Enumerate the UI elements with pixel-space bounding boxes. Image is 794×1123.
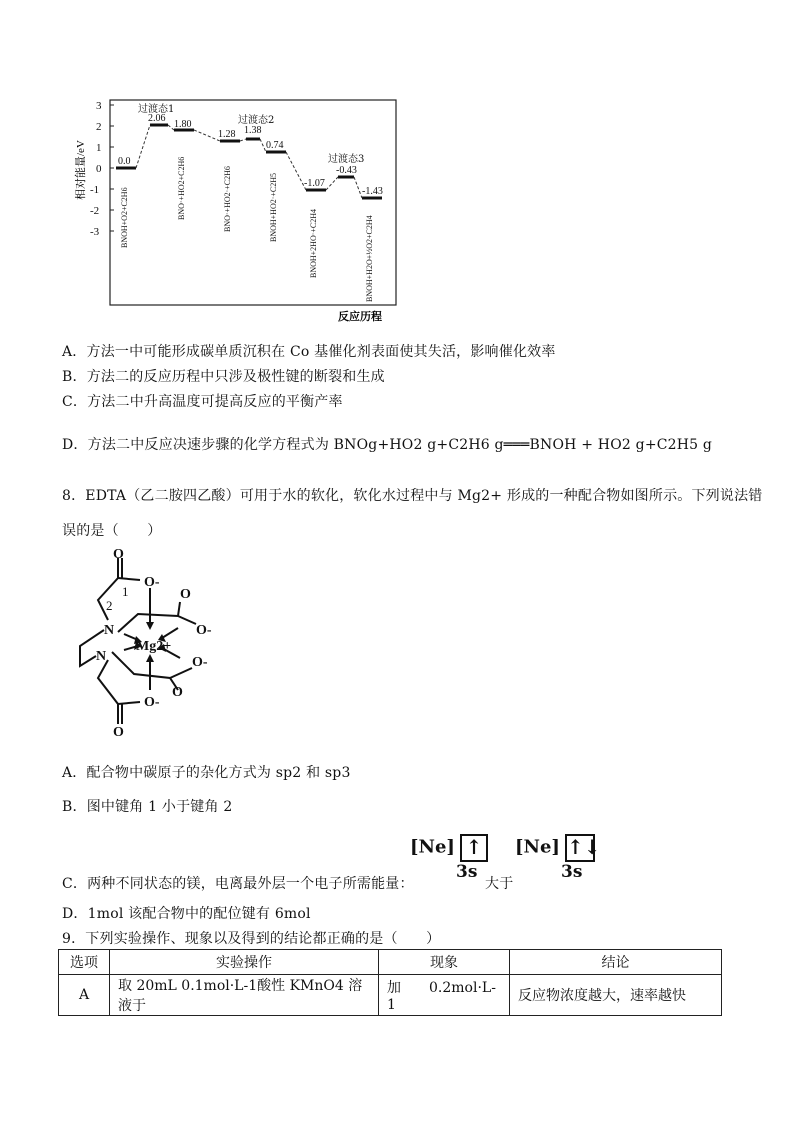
orbital-diagram-1 bbox=[410, 834, 488, 882]
species-label: BNO·+HO2+C2H6 bbox=[177, 156, 186, 220]
species-label: BNOH+HO2·+C2H5 bbox=[269, 172, 278, 242]
energy-value: 2.06 bbox=[148, 113, 166, 124]
energy-value: 0.0 bbox=[118, 156, 131, 167]
energy-diagram bbox=[70, 90, 410, 325]
table-cell: A bbox=[59, 975, 110, 1016]
svg-text:O: O bbox=[172, 685, 183, 700]
svg-text:O-: O- bbox=[144, 575, 160, 590]
q8-option-c-mid: 大于 bbox=[485, 876, 514, 892]
svg-text:N: N bbox=[104, 623, 115, 638]
species-label: BNO·+HO2·+C2H6 bbox=[223, 166, 232, 232]
x-axis-label: 反应历程 bbox=[338, 310, 382, 323]
q8-stem-line1: 8．EDTA（乙二胺四乙酸）可用于水的软化，软化水过程中与 Mg2+ 形成的一种配合物如图所示。下列说法错 bbox=[62, 488, 763, 504]
table-header: 实验操作 bbox=[110, 950, 379, 975]
orbital-label: 3s bbox=[561, 862, 583, 882]
y-tick: 2 bbox=[96, 121, 102, 133]
q8-option-d: D．1mol 该配合物中的配位键有 6mol bbox=[62, 906, 311, 922]
svg-text:N: N bbox=[96, 649, 107, 664]
orbital-label: 3s bbox=[456, 862, 478, 882]
ne-core-label: [Ne] bbox=[410, 836, 455, 858]
q7-option-b: B．方法二的反应历程中只涉及极性键的断裂和生成 bbox=[62, 369, 385, 385]
svg-text:O-: O- bbox=[144, 695, 160, 710]
table-cell: 加 0.2mol·L-1 bbox=[379, 975, 510, 1016]
svg-text:O-: O- bbox=[192, 655, 208, 670]
energy-value: -1.43 bbox=[362, 186, 383, 197]
y-tick: 3 bbox=[96, 100, 102, 112]
ts-label: 过渡态1 bbox=[138, 104, 175, 115]
orbital-diagram-2 bbox=[515, 834, 601, 882]
y-axis-label: 相对能量/eV bbox=[75, 140, 87, 200]
q8-option-c-prefix: C．两种不同状态的镁，电离最外层一个电子所需能量： bbox=[62, 876, 414, 892]
ts-label: 过渡态2 bbox=[238, 115, 275, 126]
svg-text:O: O bbox=[113, 725, 124, 738]
y-tick: 0 bbox=[96, 163, 102, 175]
table-cell: 取 20mL 0.1mol·L-1酸性 KMnO4 溶液于 bbox=[110, 975, 379, 1016]
q9-stem: 9．下列实验操作、现象以及得到的结论都正确的是（ ） bbox=[62, 931, 441, 947]
table-cell: 反应物浓度越大，速率越快 bbox=[510, 975, 722, 1016]
y-tick: -3 bbox=[90, 226, 100, 238]
energy-value: -1.07 bbox=[304, 178, 325, 189]
svg-text:2: 2 bbox=[106, 598, 113, 613]
energy-value: 1.80 bbox=[174, 119, 192, 130]
energy-value: 1.38 bbox=[244, 125, 262, 136]
table-header: 选项 bbox=[59, 950, 110, 975]
y-tick: -1 bbox=[90, 184, 100, 196]
table-header: 现象 bbox=[379, 950, 510, 975]
y-tick: 1 bbox=[96, 142, 102, 154]
q8-option-b: B．图中键角 1 小于键角 2 bbox=[62, 799, 233, 815]
energy-value: 0.74 bbox=[266, 140, 284, 151]
svg-text:O: O bbox=[113, 548, 124, 562]
q7-option-d: D．方法二中反应决速步骤的化学方程式为 BNOg+HO2 g+C2H6 g═══BNOH + HO2 g+C2H5 g bbox=[62, 437, 713, 453]
svg-text:O-: O- bbox=[196, 623, 212, 638]
species-label: BNOH+2HO·+C2H4 bbox=[309, 208, 318, 278]
svg-text:O: O bbox=[180, 587, 191, 602]
table-header: 结论 bbox=[510, 950, 722, 975]
energy-value: 1.28 bbox=[218, 129, 236, 140]
q8-option-a: A．配合物中碳原子的杂化方式为 sp2 和 sp3 bbox=[62, 765, 351, 781]
svg-text:Mg2+: Mg2+ bbox=[136, 639, 172, 654]
q7-option-c: C．方法二中升高温度可提高反应的平衡产率 bbox=[62, 394, 343, 410]
orbital-box-single: ↑ bbox=[460, 834, 488, 862]
ne-core-label: [Ne] bbox=[515, 836, 560, 858]
orbital-box-paired: ↑↓ bbox=[565, 834, 595, 862]
species-label: BNOH+O2+C2H6 bbox=[120, 187, 129, 248]
q8-stem-line2: 误的是（ ） bbox=[62, 523, 162, 539]
ts-label: 过渡态3 bbox=[328, 154, 365, 165]
energy-value: -0.43 bbox=[336, 165, 357, 176]
species-label: BNOH+H2O+½O2+C2H4 bbox=[365, 215, 374, 302]
q9-table bbox=[58, 949, 722, 1016]
edta-mg-structure bbox=[60, 548, 225, 738]
y-tick: -2 bbox=[90, 205, 100, 217]
svg-text:1: 1 bbox=[122, 584, 129, 599]
q7-option-a: A．方法一中可能形成碳单质沉积在 Co 基催化剂表面使其失活，影响催化效率 bbox=[62, 344, 556, 360]
